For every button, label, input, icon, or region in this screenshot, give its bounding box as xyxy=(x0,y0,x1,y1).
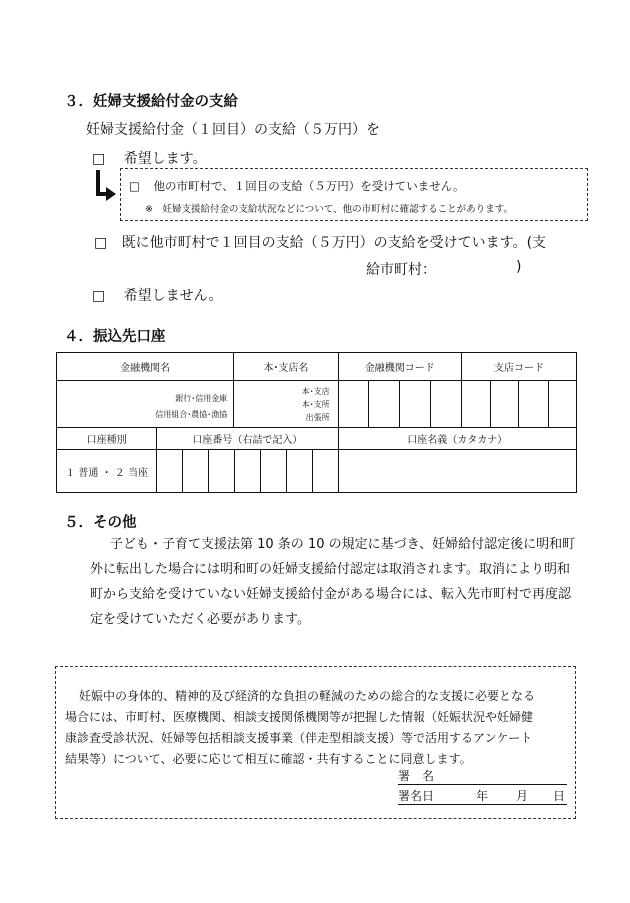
signature-field[interactable] xyxy=(398,767,567,785)
bank-code-digit[interactable] xyxy=(430,381,461,428)
checkbox-already[interactable]: □ xyxy=(94,235,108,251)
bank-code-digit[interactable] xyxy=(399,381,430,428)
branch-code-digit[interactable] xyxy=(519,381,548,428)
consent-text xyxy=(65,686,570,770)
sub-option-label: 他の市町村で、１回目の支給（５万円）を受けていません。 xyxy=(153,179,465,193)
account-number-digit[interactable] xyxy=(183,450,209,492)
checkbox-wish[interactable]: □ xyxy=(92,151,106,167)
consent-line: 康診査受診状況、妊婦等包括相談支援事業（伴走型相談支援）等で活用するアンケート xyxy=(65,731,533,745)
header-branch-code: 支店コード xyxy=(461,353,576,381)
account-type-field[interactable]: １ 普通 ・ ２ 当座 xyxy=(57,450,157,493)
bank-code-digit[interactable] xyxy=(368,381,399,428)
sub-option-box xyxy=(120,168,588,221)
option-no[interactable] xyxy=(92,285,223,305)
header-bank-name: 金融機関名 xyxy=(57,353,234,381)
header-bank-code: 金融機関コード xyxy=(338,353,461,381)
sub-option-note: ※ 妊婦支援給付金の支給状況などについて、他の市町村に確認することがあります。 xyxy=(145,204,513,215)
branch-code-digit[interactable] xyxy=(491,381,519,428)
account-number-digit[interactable] xyxy=(313,450,338,492)
month-label: 月 xyxy=(516,789,529,803)
branch-code-digit[interactable] xyxy=(548,381,576,428)
branch-code-digit[interactable] xyxy=(461,381,490,428)
account-number-digit[interactable] xyxy=(287,450,313,492)
signature-date-label: 署名日 xyxy=(398,789,435,803)
checkbox-no[interactable]: □ xyxy=(92,288,106,304)
header-account-type: 口座種別 xyxy=(57,428,157,450)
branch-type-agency: 出張所 xyxy=(305,412,330,422)
consent-line: 場合には、市町村、医療機関、相談支援関係機関等が把握した情報（妊娠状況や妊婦健 xyxy=(65,710,534,724)
bank-account-table xyxy=(56,352,577,493)
header-account-number: 口座番号（右詰で記入） xyxy=(157,428,338,450)
signature-label: 署 名 xyxy=(398,769,435,783)
consent-line: 妊娠中の身体的、精神的及び経済的な負担の軽減のための総合的な支援に必要となる xyxy=(79,689,536,703)
account-number-digit[interactable] xyxy=(157,450,183,492)
section5-body xyxy=(90,532,590,632)
paying-municipality-field[interactable] xyxy=(446,258,516,276)
bank-code-digit[interactable] xyxy=(338,381,368,428)
option-wish[interactable] xyxy=(92,148,207,168)
arrow-down-right-icon xyxy=(92,168,118,208)
day-label: 日 xyxy=(553,789,566,803)
account-holder-field[interactable] xyxy=(338,450,576,493)
paying-municipality-close: ) xyxy=(516,259,522,275)
option-no-label: 希望しません。 xyxy=(123,288,223,304)
account-number-digit[interactable] xyxy=(209,450,235,492)
account-number-digit[interactable] xyxy=(261,450,287,492)
section3-title: ３．妊婦支援給付金の支給 xyxy=(64,94,238,110)
branch-name-field[interactable] xyxy=(234,381,338,428)
consent-line: 結果等）について、必要に応じて相互に確認・共有することに同意します。 xyxy=(65,752,472,766)
option-already[interactable] xyxy=(94,232,546,252)
branch-type-branch: 本･支店 xyxy=(301,386,330,396)
section5-line: 子ども・子育て支援法第 10 条の 10 の規定に基づき、妊婦給付認定後に明和町 xyxy=(110,537,576,552)
branch-type-office: 本･支所 xyxy=(301,399,330,409)
account-number-digit[interactable] xyxy=(235,450,261,492)
header-account-holder: 口座名義（カタカナ） xyxy=(338,428,576,450)
consent-box xyxy=(55,666,576,819)
checkbox-sub-option[interactable]: □ xyxy=(129,179,140,193)
section4-title: ４．振込先口座 xyxy=(64,329,166,345)
section5-title: ５．その他 xyxy=(64,515,137,531)
option-already-label: 既に他市町村で１回目の支給（５万円）の支給を受けています。(支 xyxy=(121,235,547,251)
section5-line: 町から支給を受けていない妊婦支援給付金がある場合には、転入先市町村で再度認 xyxy=(90,587,572,602)
option-wish-label: 希望します。 xyxy=(123,151,207,167)
section5-line: 定を受けていただく必要があります。 xyxy=(90,612,310,627)
header-branch-name: 本･支店名 xyxy=(234,353,338,381)
signature-date-field[interactable] xyxy=(398,787,567,805)
sub-option[interactable] xyxy=(129,178,465,194)
bank-name-field[interactable] xyxy=(57,381,234,428)
section3-intro: 妊婦支援給付金（１回目）の支給（５万円）を xyxy=(86,122,380,138)
bank-type-union: 信用組合･農協･漁協 xyxy=(155,409,228,419)
year-label: 年 xyxy=(476,789,489,803)
account-number-field[interactable] xyxy=(157,450,338,493)
paying-municipality-label: 給市町村： xyxy=(366,262,436,278)
section5-line: 外に転出した場合には明和町の妊婦支援給付認定は取消されます。取消により明和 xyxy=(90,562,570,577)
bank-type-bank: 銀行･信用金庫 xyxy=(175,393,228,403)
